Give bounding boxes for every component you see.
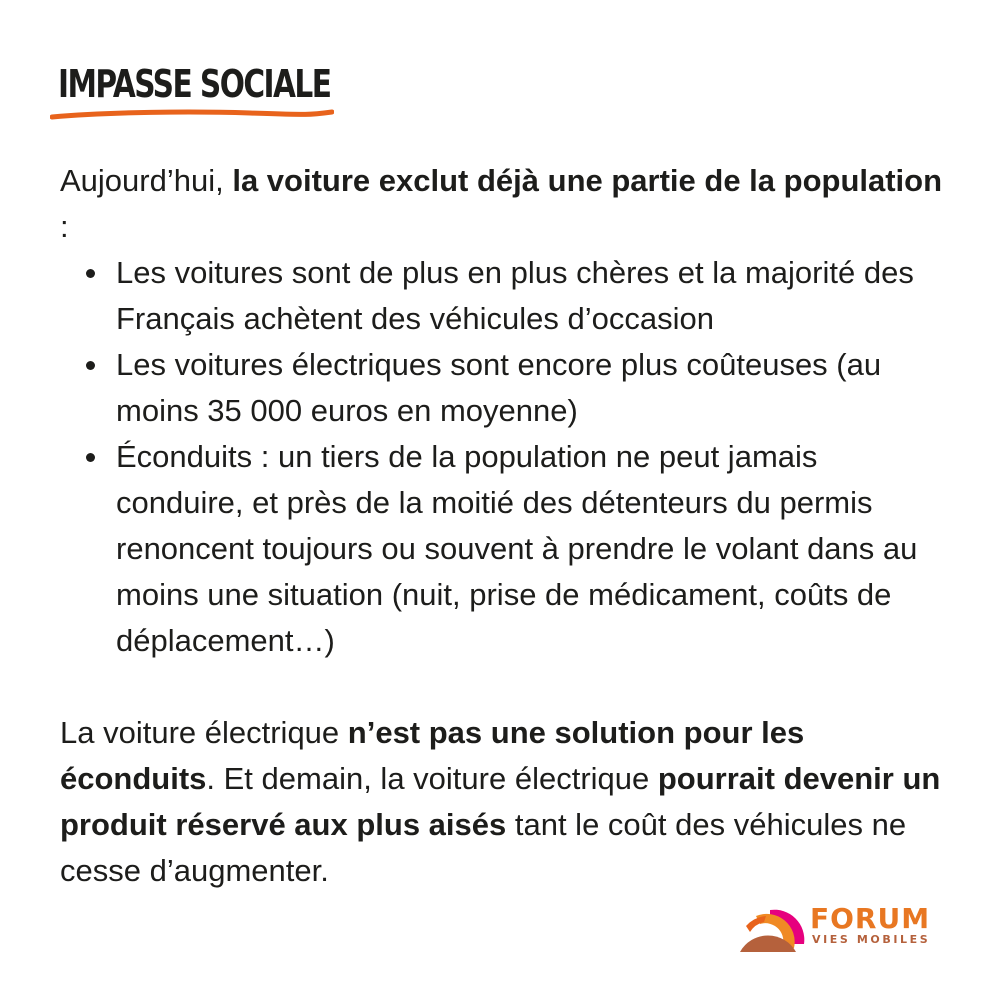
bullet-text: Éconduits : un tiers de la population ne peut jamais conduire, et près de la moitié des détenteurs du permis renoncent toujours ou souvent à prendre le volant dans au moins une situation (nuit, prise de médicament, coûts de déplacement…): [116, 439, 918, 658]
logo-subtitle: VIES MOBILES: [812, 933, 931, 946]
intro-text: Aujourd’hui,: [60, 163, 233, 198]
conclusion-bold: pourrait devenir un produit réservé aux plus aisés: [60, 761, 941, 842]
conclusion-paragraph: [60, 710, 950, 894]
bullet-list: [60, 250, 950, 664]
bullet-dot: [86, 361, 95, 370]
conclusion-bold: n’est pas une solution pour les éconduits: [60, 715, 805, 796]
logo-wordmark: FORUM: [810, 902, 931, 935]
intro-paragraph: [60, 158, 950, 250]
conclusion-text: . Et demain, la voiture électrique: [206, 761, 658, 796]
intro-colon: :: [60, 209, 69, 244]
section-heading: IMPASSE SOCIALE: [58, 62, 331, 106]
bullet-dot: [86, 453, 95, 462]
list-item: [116, 434, 950, 664]
forum-vies-mobiles-logo: [736, 902, 936, 954]
bullet-text: Les voitures électriques sont encore plus coûteuses (au moins 35 000 euros en moyenne): [116, 347, 882, 428]
conclusion-text: tant le coût des véhicules ne cesse d’augmenter.: [60, 807, 907, 888]
conclusion-text: La voiture électrique: [60, 715, 348, 750]
list-item: [116, 250, 950, 342]
main-text: [60, 158, 950, 894]
bullet-dot: [86, 269, 95, 278]
intro-bold: la voiture exclut déjà une partie de la population: [232, 163, 943, 198]
bullet-text: Les voitures sont de plus en plus chères et la majorité des Français achètent des véhicules d’occasion: [116, 255, 914, 336]
sunrise-arcs-icon: [736, 902, 806, 954]
list-item: [116, 342, 950, 434]
heading-underline: [50, 106, 334, 124]
